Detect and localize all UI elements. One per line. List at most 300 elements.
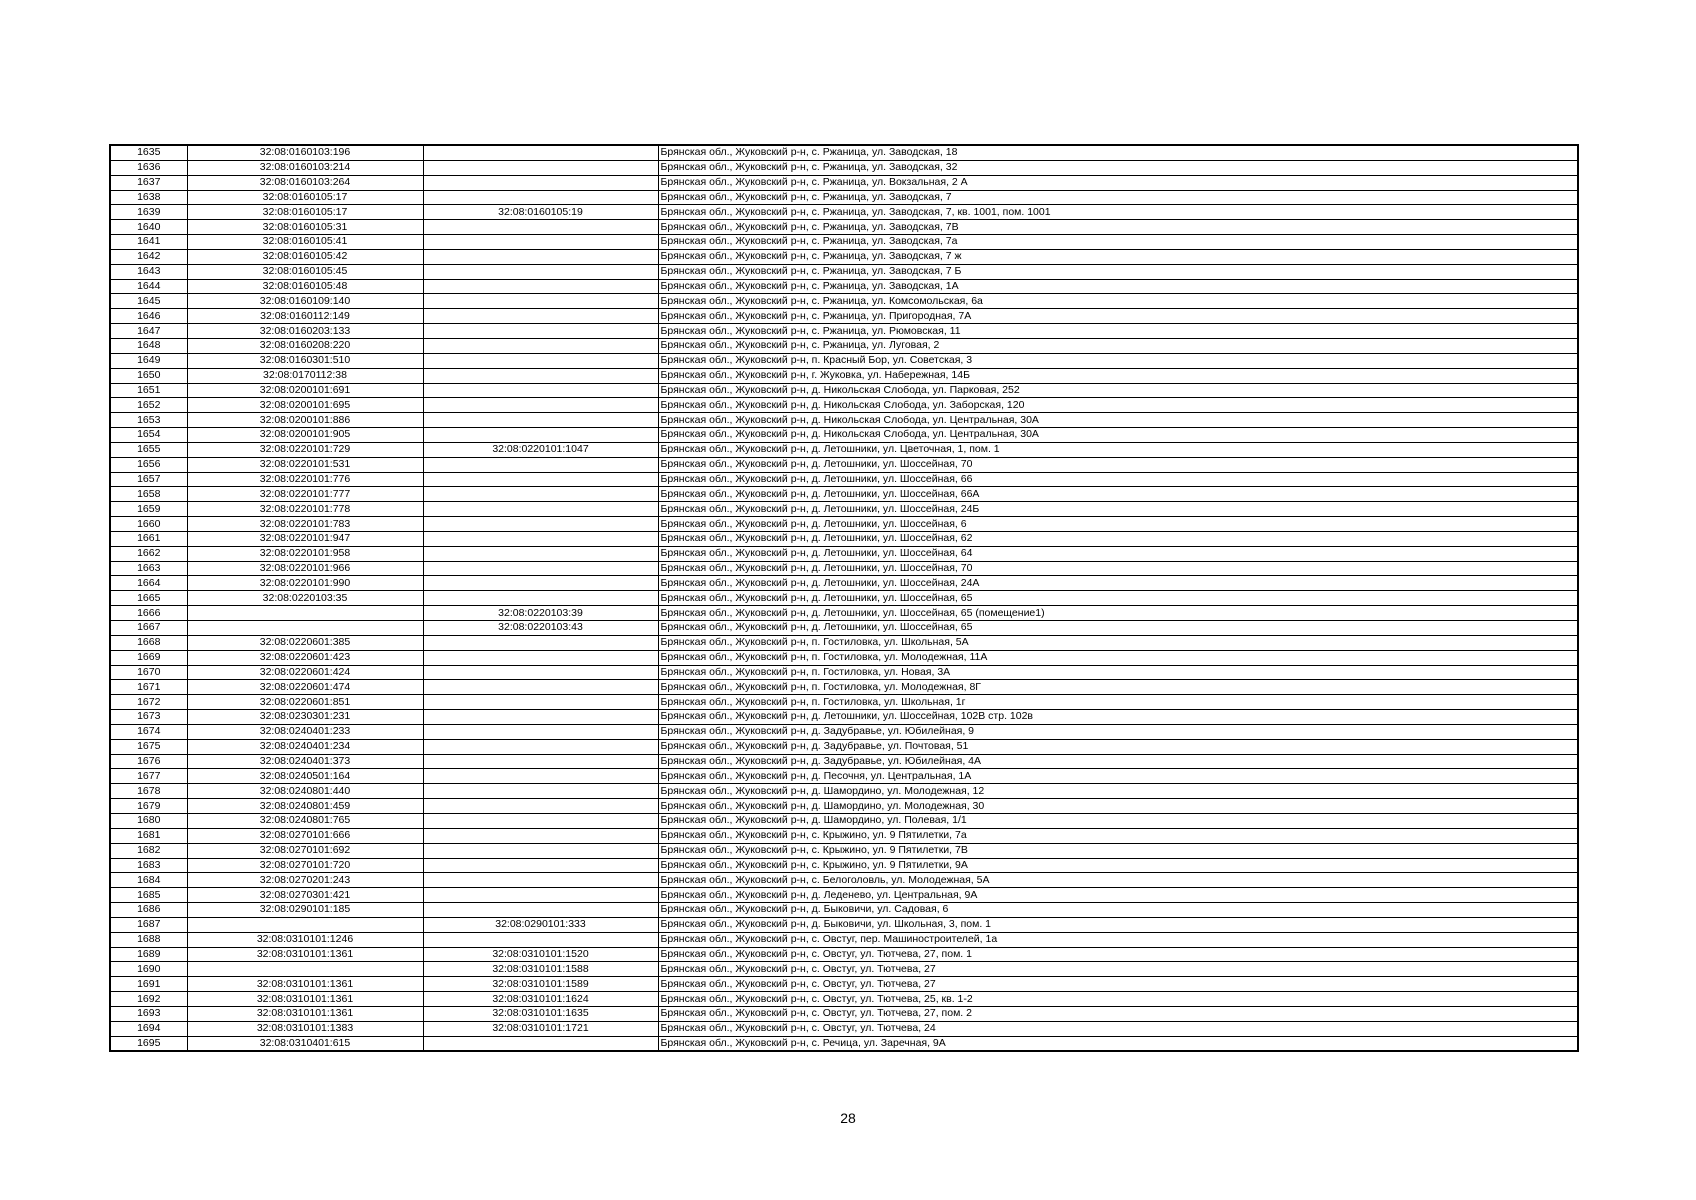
address-cell: Брянская обл., Жуковский р-н, п. Гостиловка, ул. Школьная, 1г bbox=[658, 695, 1578, 710]
address-cell: Брянская обл., Жуковский р-н, с. Ржаница, ул. Заводская, 18 bbox=[658, 145, 1578, 160]
table-row bbox=[110, 145, 1578, 160]
row-number-cell: 1668 bbox=[110, 635, 187, 650]
related-cadastral-number-cell bbox=[423, 353, 658, 368]
row-number-cell: 1676 bbox=[110, 754, 187, 769]
cadastral-number-cell: 32:08:0160105:48 bbox=[187, 279, 423, 294]
table-row bbox=[110, 739, 1578, 754]
address-cell: Брянская обл., Жуковский р-н, с. Ржаница, ул. Рюмовская, 11 bbox=[658, 324, 1578, 339]
row-number-cell: 1693 bbox=[110, 1006, 187, 1021]
table-row bbox=[110, 398, 1578, 413]
address-cell: Брянская обл., Жуковский р-н, д. Шамордино, ул. Полевая, 1/1 bbox=[658, 813, 1578, 828]
cadastral-number-cell: 32:08:0200101:905 bbox=[187, 428, 423, 443]
row-number-cell: 1670 bbox=[110, 665, 187, 680]
row-number-cell: 1651 bbox=[110, 383, 187, 398]
related-cadastral-number-cell bbox=[423, 784, 658, 799]
related-cadastral-number-cell bbox=[423, 175, 658, 190]
row-number-cell: 1684 bbox=[110, 873, 187, 888]
row-number-cell: 1666 bbox=[110, 606, 187, 621]
cadastral-number-cell: 32:08:0220101:958 bbox=[187, 546, 423, 561]
row-number-cell: 1647 bbox=[110, 324, 187, 339]
address-cell: Брянская обл., Жуковский р-н, д. Никольская Слобода, ул. Парковая, 252 bbox=[658, 383, 1578, 398]
address-cell: Брянская обл., Жуковский р-н, с. Овстуг, пер. Машиностроителей, 1а bbox=[658, 932, 1578, 947]
cadastral-number-cell: 32:08:0160105:31 bbox=[187, 220, 423, 235]
table-row bbox=[110, 591, 1578, 606]
cadastral-number-cell: 32:08:0270101:692 bbox=[187, 843, 423, 858]
related-cadastral-number-cell: 32:08:0220103:43 bbox=[423, 621, 658, 636]
row-number-cell: 1636 bbox=[110, 160, 187, 175]
cadastral-number-cell: 32:08:0240401:233 bbox=[187, 724, 423, 739]
cadastral-number-cell: 32:08:0290101:185 bbox=[187, 903, 423, 918]
address-cell: Брянская обл., Жуковский р-н, с. Ржаница, ул. Заводская, 7 ж bbox=[658, 249, 1578, 264]
cadastral-number-cell: 32:08:0220101:783 bbox=[187, 517, 423, 532]
cadastral-number-cell: 32:08:0160105:41 bbox=[187, 235, 423, 250]
table-row bbox=[110, 813, 1578, 828]
cadastral-number-cell: 32:08:0160103:214 bbox=[187, 160, 423, 175]
related-cadastral-number-cell bbox=[423, 650, 658, 665]
row-number-cell: 1642 bbox=[110, 249, 187, 264]
cadastral-number-cell bbox=[187, 917, 423, 932]
cadastral-number-cell: 32:08:0160301:510 bbox=[187, 353, 423, 368]
table-row bbox=[110, 383, 1578, 398]
address-cell: Брянская обл., Жуковский р-н, с. Речица, ул. Заречная, 9А bbox=[658, 1036, 1578, 1051]
related-cadastral-number-cell bbox=[423, 517, 658, 532]
row-number-cell: 1673 bbox=[110, 710, 187, 725]
table-row bbox=[110, 903, 1578, 918]
table-row bbox=[110, 828, 1578, 843]
address-cell: Брянская обл., Жуковский р-н, д. Задубравье, ул. Почтовая, 51 bbox=[658, 739, 1578, 754]
table-row bbox=[110, 858, 1578, 873]
table-row bbox=[110, 695, 1578, 710]
row-number-cell: 1639 bbox=[110, 205, 187, 220]
table-row bbox=[110, 413, 1578, 428]
related-cadastral-number-cell bbox=[423, 799, 658, 814]
address-cell: Брянская обл., Жуковский р-н, д. Задубравье, ул. Юбилейная, 4А bbox=[658, 754, 1578, 769]
cadastral-number-cell: 32:08:0160109:140 bbox=[187, 294, 423, 309]
cadastral-number-cell: 32:08:0220101:966 bbox=[187, 561, 423, 576]
related-cadastral-number-cell bbox=[423, 546, 658, 561]
address-cell: Брянская обл., Жуковский р-н, д. Летошники, ул. Шоссейная, 65 (помещение1) bbox=[658, 606, 1578, 621]
address-cell: Брянская обл., Жуковский р-н, с. Овстуг, ул. Тютчева, 27, пом. 1 bbox=[658, 947, 1578, 962]
related-cadastral-number-cell bbox=[423, 279, 658, 294]
row-number-cell: 1694 bbox=[110, 1021, 187, 1036]
cadastral-number-cell: 32:08:0160105:45 bbox=[187, 264, 423, 279]
address-cell: Брянская обл., Жуковский р-н, г. Жуковка, ул. Набережная, 14Б bbox=[658, 368, 1578, 383]
row-number-cell: 1649 bbox=[110, 353, 187, 368]
row-number-cell: 1689 bbox=[110, 947, 187, 962]
table-row bbox=[110, 279, 1578, 294]
related-cadastral-number-cell: 32:08:0310101:1520 bbox=[423, 947, 658, 962]
row-number-cell: 1667 bbox=[110, 621, 187, 636]
row-number-cell: 1691 bbox=[110, 977, 187, 992]
related-cadastral-number-cell bbox=[423, 190, 658, 205]
address-cell: Брянская обл., Жуковский р-н, с. Ржаница, ул. Пригородная, 7А bbox=[658, 309, 1578, 324]
row-number-cell: 1675 bbox=[110, 739, 187, 754]
row-number-cell: 1637 bbox=[110, 175, 187, 190]
related-cadastral-number-cell bbox=[423, 680, 658, 695]
related-cadastral-number-cell: 32:08:0310101:1589 bbox=[423, 977, 658, 992]
address-cell: Брянская обл., Жуковский р-н, д. Быковичи, ул. Садовая, 6 bbox=[658, 903, 1578, 918]
related-cadastral-number-cell bbox=[423, 502, 658, 517]
cadastral-number-cell: 32:08:0160105:17 bbox=[187, 190, 423, 205]
table-row bbox=[110, 635, 1578, 650]
cadastral-number-cell bbox=[187, 962, 423, 977]
address-cell: Брянская обл., Жуковский р-н, д. Летошники, ул. Цветочная, 1, пом. 1 bbox=[658, 442, 1578, 457]
row-number-cell: 1661 bbox=[110, 531, 187, 546]
related-cadastral-number-cell bbox=[423, 338, 658, 353]
cadastral-number-cell: 32:08:0200101:695 bbox=[187, 398, 423, 413]
table-row bbox=[110, 338, 1578, 353]
related-cadastral-number-cell bbox=[423, 145, 658, 160]
address-cell: Брянская обл., Жуковский р-н, с. Овстуг, ул. Тютчева, 24 bbox=[658, 1021, 1578, 1036]
address-cell: Брянская обл., Жуковский р-н, д. Леденево, ул. Центральная, 9А bbox=[658, 888, 1578, 903]
cadastral-number-cell: 32:08:0240501:164 bbox=[187, 769, 423, 784]
row-number-cell: 1648 bbox=[110, 338, 187, 353]
address-cell: Брянская обл., Жуковский р-н, д. Летошники, ул. Шоссейная, 66 bbox=[658, 472, 1578, 487]
cadastral-number-cell: 32:08:0310401:615 bbox=[187, 1036, 423, 1051]
cadastral-number-cell: 32:08:0160105:42 bbox=[187, 249, 423, 264]
related-cadastral-number-cell: 32:08:0220103:39 bbox=[423, 606, 658, 621]
cadastral-number-cell: 32:08:0220601:474 bbox=[187, 680, 423, 695]
row-number-cell: 1646 bbox=[110, 309, 187, 324]
cadastral-number-cell: 32:08:0160105:17 bbox=[187, 205, 423, 220]
related-cadastral-number-cell bbox=[423, 710, 658, 725]
related-cadastral-number-cell bbox=[423, 324, 658, 339]
cadastral-number-cell: 32:08:0160103:264 bbox=[187, 175, 423, 190]
cadastral-number-cell: 32:08:0270301:421 bbox=[187, 888, 423, 903]
row-number-cell: 1690 bbox=[110, 962, 187, 977]
related-cadastral-number-cell bbox=[423, 294, 658, 309]
address-cell: Брянская обл., Жуковский р-н, д. Песочня, ул. Центральная, 1А bbox=[658, 769, 1578, 784]
address-cell: Брянская обл., Жуковский р-н, п. Гостиловка, ул. Молодежная, 8Г bbox=[658, 680, 1578, 695]
row-number-cell: 1656 bbox=[110, 457, 187, 472]
cadastral-number-cell: 32:08:0220101:729 bbox=[187, 442, 423, 457]
row-number-cell: 1663 bbox=[110, 561, 187, 576]
address-cell: Брянская обл., Жуковский р-н, д. Летошники, ул. Шоссейная, 70 bbox=[658, 457, 1578, 472]
address-cell: Брянская обл., Жуковский р-н, с. Ржаница, ул. Заводская, 1А bbox=[658, 279, 1578, 294]
page-number: 28 bbox=[840, 1110, 856, 1126]
row-number-cell: 1645 bbox=[110, 294, 187, 309]
cadastral-number-cell: 32:08:0220601:424 bbox=[187, 665, 423, 680]
related-cadastral-number-cell bbox=[423, 591, 658, 606]
row-number-cell: 1658 bbox=[110, 487, 187, 502]
address-cell: Брянская обл., Жуковский р-н, с. Крыжино, ул. 9 Пятилетки, 9А bbox=[658, 858, 1578, 873]
cadastral-number-cell: 32:08:0220101:947 bbox=[187, 531, 423, 546]
related-cadastral-number-cell bbox=[423, 487, 658, 502]
cadastral-number-cell: 32:08:0240801:459 bbox=[187, 799, 423, 814]
row-number-cell: 1641 bbox=[110, 235, 187, 250]
row-number-cell: 1688 bbox=[110, 932, 187, 947]
related-cadastral-number-cell bbox=[423, 398, 658, 413]
table-row bbox=[110, 576, 1578, 591]
row-number-cell: 1669 bbox=[110, 650, 187, 665]
row-number-cell: 1674 bbox=[110, 724, 187, 739]
address-cell: Брянская обл., Жуковский р-н, п. Красный Бор, ул. Советская, 3 bbox=[658, 353, 1578, 368]
address-cell: Брянская обл., Жуковский р-н, д. Летошники, ул. Шоссейная, 102В стр. 102в bbox=[658, 710, 1578, 725]
table-row bbox=[110, 309, 1578, 324]
table-row bbox=[110, 264, 1578, 279]
address-cell: Брянская обл., Жуковский р-н, с. Овстуг, ул. Тютчева, 27 bbox=[658, 977, 1578, 992]
cadastral-number-cell: 32:08:0220103:35 bbox=[187, 591, 423, 606]
address-cell: Брянская обл., Жуковский р-н, д. Никольская Слобода, ул. Центральная, 30А bbox=[658, 413, 1578, 428]
cadastral-number-cell: 32:08:0240801:765 bbox=[187, 813, 423, 828]
cadastral-number-cell bbox=[187, 621, 423, 636]
registry-table-body bbox=[110, 145, 1578, 1051]
table-row bbox=[110, 650, 1578, 665]
related-cadastral-number-cell: 32:08:0220101:1047 bbox=[423, 442, 658, 457]
table-row bbox=[110, 294, 1578, 309]
table-row bbox=[110, 621, 1578, 636]
table-row bbox=[110, 487, 1578, 502]
related-cadastral-number-cell bbox=[423, 724, 658, 739]
table-row bbox=[110, 1036, 1578, 1051]
table-row bbox=[110, 205, 1578, 220]
row-number-cell: 1662 bbox=[110, 546, 187, 561]
related-cadastral-number-cell: 32:08:0310101:1624 bbox=[423, 992, 658, 1007]
address-cell: Брянская обл., Жуковский р-н, с. Крыжино, ул. 9 Пятилетки, 7В bbox=[658, 843, 1578, 858]
related-cadastral-number-cell bbox=[423, 576, 658, 591]
cadastral-number-cell: 32:08:0220101:776 bbox=[187, 472, 423, 487]
table-row bbox=[110, 665, 1578, 680]
related-cadastral-number-cell: 32:08:0160105:19 bbox=[423, 205, 658, 220]
cadastral-number-cell: 32:08:0220601:851 bbox=[187, 695, 423, 710]
address-cell: Брянская обл., Жуковский р-н, с. Овстуг, ул. Тютчева, 27 bbox=[658, 962, 1578, 977]
related-cadastral-number-cell bbox=[423, 858, 658, 873]
cadastral-number-cell: 32:08:0200101:886 bbox=[187, 413, 423, 428]
table-row bbox=[110, 843, 1578, 858]
related-cadastral-number-cell bbox=[423, 769, 658, 784]
related-cadastral-number-cell bbox=[423, 754, 658, 769]
cadastral-number-cell bbox=[187, 606, 423, 621]
row-number-cell: 1679 bbox=[110, 799, 187, 814]
cadastral-number-cell: 32:08:0230301:231 bbox=[187, 710, 423, 725]
row-number-cell: 1671 bbox=[110, 680, 187, 695]
row-number-cell: 1654 bbox=[110, 428, 187, 443]
row-number-cell: 1643 bbox=[110, 264, 187, 279]
table-row bbox=[110, 175, 1578, 190]
cadastral-number-cell: 32:08:0220601:423 bbox=[187, 650, 423, 665]
address-cell: Брянская обл., Жуковский р-н, д. Летошники, ул. Шоссейная, 6 bbox=[658, 517, 1578, 532]
table-row bbox=[110, 799, 1578, 814]
related-cadastral-number-cell: 32:08:0290101:333 bbox=[423, 917, 658, 932]
table-row bbox=[110, 546, 1578, 561]
table-row bbox=[110, 368, 1578, 383]
related-cadastral-number-cell bbox=[423, 264, 658, 279]
row-number-cell: 1660 bbox=[110, 517, 187, 532]
row-number-cell: 1682 bbox=[110, 843, 187, 858]
table-row bbox=[110, 977, 1578, 992]
table-row bbox=[110, 502, 1578, 517]
table-row bbox=[110, 784, 1578, 799]
address-cell: Брянская обл., Жуковский р-н, с. Ржаница, ул. Заводская, 32 bbox=[658, 160, 1578, 175]
table-row bbox=[110, 517, 1578, 532]
table-row bbox=[110, 947, 1578, 962]
address-cell: Брянская обл., Жуковский р-н, п. Гостиловка, ул. Школьная, 5А bbox=[658, 635, 1578, 650]
related-cadastral-number-cell bbox=[423, 457, 658, 472]
table-row bbox=[110, 249, 1578, 264]
table-row bbox=[110, 962, 1578, 977]
cadastral-number-cell: 32:08:0310101:1361 bbox=[187, 992, 423, 1007]
address-cell: Брянская обл., Жуковский р-н, д. Шамордино, ул. Молодежная, 12 bbox=[658, 784, 1578, 799]
related-cadastral-number-cell bbox=[423, 220, 658, 235]
table-row bbox=[110, 992, 1578, 1007]
table-row bbox=[110, 428, 1578, 443]
address-cell: Брянская обл., Жуковский р-н, с. Белоголовль, ул. Молодежная, 5А bbox=[658, 873, 1578, 888]
related-cadastral-number-cell bbox=[423, 249, 658, 264]
related-cadastral-number-cell bbox=[423, 428, 658, 443]
table-row bbox=[110, 220, 1578, 235]
related-cadastral-number-cell bbox=[423, 843, 658, 858]
related-cadastral-number-cell bbox=[423, 873, 658, 888]
address-cell: Брянская обл., Жуковский р-н, с. Овстуг, ул. Тютчева, 27, пом. 2 bbox=[658, 1006, 1578, 1021]
related-cadastral-number-cell: 32:08:0310101:1721 bbox=[423, 1021, 658, 1036]
related-cadastral-number-cell bbox=[423, 160, 658, 175]
address-cell: Брянская обл., Жуковский р-н, д. Быковичи, ул. Школьная, 3, пом. 1 bbox=[658, 917, 1578, 932]
cadastral-number-cell: 32:08:0310101:1383 bbox=[187, 1021, 423, 1036]
row-number-cell: 1678 bbox=[110, 784, 187, 799]
cadastral-number-cell: 32:08:0310101:1361 bbox=[187, 1006, 423, 1021]
table-row bbox=[110, 1021, 1578, 1036]
related-cadastral-number-cell bbox=[423, 309, 658, 324]
table-row bbox=[110, 442, 1578, 457]
row-number-cell: 1683 bbox=[110, 858, 187, 873]
row-number-cell: 1644 bbox=[110, 279, 187, 294]
related-cadastral-number-cell bbox=[423, 531, 658, 546]
address-cell: Брянская обл., Жуковский р-н, д. Никольская Слобода, ул. Центральная, 30А bbox=[658, 428, 1578, 443]
table-row bbox=[110, 754, 1578, 769]
table-row bbox=[110, 932, 1578, 947]
related-cadastral-number-cell bbox=[423, 665, 658, 680]
address-cell: Брянская обл., Жуковский р-н, д. Летошники, ул. Шоссейная, 65 bbox=[658, 621, 1578, 636]
table-row bbox=[110, 888, 1578, 903]
address-cell: Брянская обл., Жуковский р-н, с. Овстуг, ул. Тютчева, 25, кв. 1-2 bbox=[658, 992, 1578, 1007]
cadastral-number-cell: 32:08:0220601:385 bbox=[187, 635, 423, 650]
row-number-cell: 1665 bbox=[110, 591, 187, 606]
related-cadastral-number-cell: 32:08:0310101:1635 bbox=[423, 1006, 658, 1021]
row-number-cell: 1695 bbox=[110, 1036, 187, 1051]
related-cadastral-number-cell: 32:08:0310101:1588 bbox=[423, 962, 658, 977]
related-cadastral-number-cell bbox=[423, 828, 658, 843]
row-number-cell: 1692 bbox=[110, 992, 187, 1007]
address-cell: Брянская обл., Жуковский р-н, д. Летошники, ул. Шоссейная, 24Б bbox=[658, 502, 1578, 517]
related-cadastral-number-cell bbox=[423, 888, 658, 903]
table-row bbox=[110, 160, 1578, 175]
address-cell: Брянская обл., Жуковский р-н, с. Ржаница, ул. Заводская, 7В bbox=[658, 220, 1578, 235]
table-row bbox=[110, 769, 1578, 784]
address-cell: Брянская обл., Жуковский р-н, п. Гостиловка, ул. Молодежная, 11А bbox=[658, 650, 1578, 665]
cadastral-number-cell: 32:08:0310101:1361 bbox=[187, 947, 423, 962]
address-cell: Брянская обл., Жуковский р-н, д. Шамордино, ул. Молодежная, 30 bbox=[658, 799, 1578, 814]
row-number-cell: 1635 bbox=[110, 145, 187, 160]
cadastral-number-cell: 32:08:0220101:990 bbox=[187, 576, 423, 591]
row-number-cell: 1638 bbox=[110, 190, 187, 205]
row-number-cell: 1655 bbox=[110, 442, 187, 457]
table-row bbox=[110, 917, 1578, 932]
address-cell: Брянская обл., Жуковский р-н, с. Ржаница, ул. Заводская, 7 bbox=[658, 190, 1578, 205]
row-number-cell: 1681 bbox=[110, 828, 187, 843]
table-row bbox=[110, 873, 1578, 888]
table-row bbox=[110, 531, 1578, 546]
table-row bbox=[110, 457, 1578, 472]
address-cell: Брянская обл., Жуковский р-н, д. Летошники, ул. Шоссейная, 65 bbox=[658, 591, 1578, 606]
address-cell: Брянская обл., Жуковский р-н, д. Летошники, ул. Шоссейная, 70 bbox=[658, 561, 1578, 576]
cadastral-number-cell: 32:08:0160208:220 bbox=[187, 338, 423, 353]
cadastral-number-cell: 32:08:0310101:1246 bbox=[187, 932, 423, 947]
related-cadastral-number-cell bbox=[423, 368, 658, 383]
row-number-cell: 1685 bbox=[110, 888, 187, 903]
row-number-cell: 1680 bbox=[110, 813, 187, 828]
table-row bbox=[110, 235, 1578, 250]
cadastral-number-cell: 32:08:0270201:243 bbox=[187, 873, 423, 888]
table-row bbox=[110, 353, 1578, 368]
table-row bbox=[110, 472, 1578, 487]
related-cadastral-number-cell bbox=[423, 739, 658, 754]
cadastral-number-cell: 32:08:0310101:1361 bbox=[187, 977, 423, 992]
cadastral-number-cell: 32:08:0270101:666 bbox=[187, 828, 423, 843]
row-number-cell: 1657 bbox=[110, 472, 187, 487]
related-cadastral-number-cell bbox=[423, 413, 658, 428]
related-cadastral-number-cell bbox=[423, 561, 658, 576]
table-row bbox=[110, 190, 1578, 205]
address-cell: Брянская обл., Жуковский р-н, с. Ржаница, ул. Луговая, 2 bbox=[658, 338, 1578, 353]
row-number-cell: 1672 bbox=[110, 695, 187, 710]
address-cell: Брянская обл., Жуковский р-н, д. Летошники, ул. Шоссейная, 64 bbox=[658, 546, 1578, 561]
cadastral-number-cell: 32:08:0240401:234 bbox=[187, 739, 423, 754]
address-cell: Брянская обл., Жуковский р-н, д. Летошники, ул. Шоссейная, 66А bbox=[658, 487, 1578, 502]
row-number-cell: 1659 bbox=[110, 502, 187, 517]
cadastral-number-cell: 32:08:0240801:440 bbox=[187, 784, 423, 799]
row-number-cell: 1652 bbox=[110, 398, 187, 413]
address-cell: Брянская обл., Жуковский р-н, с. Ржаница, ул. Заводская, 7а bbox=[658, 235, 1578, 250]
table-row bbox=[110, 680, 1578, 695]
related-cadastral-number-cell bbox=[423, 813, 658, 828]
row-number-cell: 1686 bbox=[110, 903, 187, 918]
related-cadastral-number-cell bbox=[423, 932, 658, 947]
cadastral-number-cell: 32:08:0160112:149 bbox=[187, 309, 423, 324]
address-cell: Брянская обл., Жуковский р-н, д. Летошники, ул. Шоссейная, 62 bbox=[658, 531, 1578, 546]
related-cadastral-number-cell bbox=[423, 695, 658, 710]
address-cell: Брянская обл., Жуковский р-н, с. Ржаница, ул. Заводская, 7 Б bbox=[658, 264, 1578, 279]
table-row bbox=[110, 561, 1578, 576]
address-cell: Брянская обл., Жуковский р-н, с. Ржаница, ул. Заводская, 7, кв. 1001, пом. 1001 bbox=[658, 205, 1578, 220]
table-row bbox=[110, 710, 1578, 725]
property-registry-table bbox=[109, 144, 1579, 1052]
row-number-cell: 1677 bbox=[110, 769, 187, 784]
table-row bbox=[110, 606, 1578, 621]
cadastral-number-cell: 32:08:0220101:531 bbox=[187, 457, 423, 472]
row-number-cell: 1640 bbox=[110, 220, 187, 235]
related-cadastral-number-cell bbox=[423, 903, 658, 918]
address-cell: Брянская обл., Жуковский р-н, с. Крыжино, ул. 9 Пятилетки, 7а bbox=[658, 828, 1578, 843]
address-cell: Брянская обл., Жуковский р-н, с. Ржаница, ул. Комсомольская, 6а bbox=[658, 294, 1578, 309]
table-row bbox=[110, 724, 1578, 739]
cadastral-number-cell: 32:08:0160103:196 bbox=[187, 145, 423, 160]
address-cell: Брянская обл., Жуковский р-н, д. Никольская Слобода, ул. Заборская, 120 bbox=[658, 398, 1578, 413]
table-row bbox=[110, 324, 1578, 339]
related-cadastral-number-cell bbox=[423, 1036, 658, 1051]
cadastral-number-cell: 32:08:0170112:38 bbox=[187, 368, 423, 383]
cadastral-number-cell: 32:08:0270101:720 bbox=[187, 858, 423, 873]
cadastral-number-cell: 32:08:0220101:778 bbox=[187, 502, 423, 517]
address-cell: Брянская обл., Жуковский р-н, с. Ржаница, ул. Вокзальная, 2 А bbox=[658, 175, 1578, 190]
address-cell: Брянская обл., Жуковский р-н, п. Гостиловка, ул. Новая, 3А bbox=[658, 665, 1578, 680]
address-cell: Брянская обл., Жуковский р-н, д. Летошники, ул. Шоссейная, 24А bbox=[658, 576, 1578, 591]
row-number-cell: 1687 bbox=[110, 917, 187, 932]
related-cadastral-number-cell bbox=[423, 383, 658, 398]
row-number-cell: 1664 bbox=[110, 576, 187, 591]
address-cell: Брянская обл., Жуковский р-н, д. Задубравье, ул. Юбилейная, 9 bbox=[658, 724, 1578, 739]
table-row bbox=[110, 1006, 1578, 1021]
row-number-cell: 1653 bbox=[110, 413, 187, 428]
